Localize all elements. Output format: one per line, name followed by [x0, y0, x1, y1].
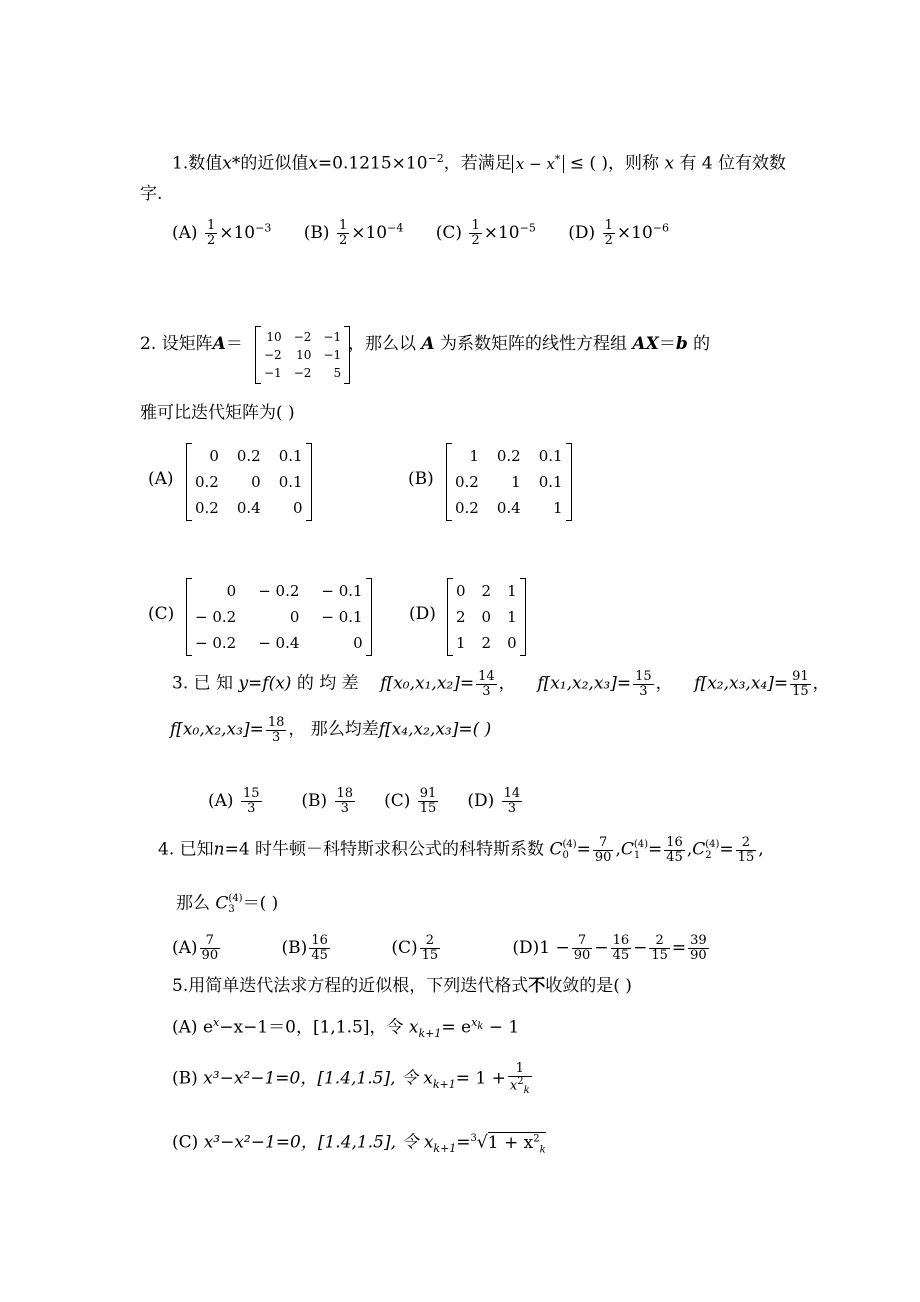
q3-divided-difference: f[x₀,x₂,x₃]=	[170, 719, 264, 740]
matrix-cell: 0	[456, 582, 466, 600]
denominator	[508, 1077, 532, 1096]
matrix-cell: 0.1	[538, 473, 563, 491]
fraction	[241, 787, 262, 815]
fraction	[200, 934, 221, 962]
numerator: 14	[503, 786, 521, 801]
fraction	[335, 787, 356, 815]
q2-var-a: A	[212, 334, 226, 354]
q1-option-a[interactable]	[172, 218, 272, 248]
q5-var-x: x	[408, 1017, 419, 1038]
q4-superscript: (4)	[562, 839, 577, 851]
numerator: 2	[736, 836, 757, 851]
matrix-cell: 1	[511, 473, 521, 491]
q2-text: ，那么以	[348, 334, 416, 354]
q4-text: 那么	[176, 893, 210, 914]
q4-text: ＝( )	[242, 893, 279, 914]
equals: =	[576, 839, 591, 860]
q5-var-x: x	[423, 1132, 434, 1153]
q2-option-a-matrix[interactable]	[186, 443, 312, 521]
q2-var-ax: AX	[632, 334, 659, 354]
exponent: −3	[255, 220, 272, 234]
numerator: 15	[242, 786, 260, 801]
option-label: (C)	[435, 222, 463, 243]
matrix-cell: 0.2	[455, 499, 479, 517]
matrix-cell: 2	[456, 608, 466, 626]
q4-script: (4) 0	[562, 839, 577, 862]
q2-line1-post	[348, 336, 710, 353]
q1-text: *的近似值	[231, 153, 309, 174]
matrix-cell: − 0.2	[258, 582, 300, 600]
q5-option-a[interactable]	[172, 1017, 519, 1039]
q4-cotes-c: C	[692, 839, 706, 860]
q1-text: ≤ ( )，则称	[569, 153, 660, 174]
denominator: 90	[594, 849, 612, 865]
q3-text: 3. 已 知	[172, 673, 239, 694]
q4-var-n: n	[213, 839, 225, 860]
q3-line1: 3. 已 知 y=f(x) 的 均 差 f[x₀,x₁,x₂]= $\frac{14}{3}$ ， f[x₁,x₂,x₃]= $\frac{15}{3}$ ， f[x₂,x₃,x₄]= $\frac{91}{15}$ ，	[172, 669, 830, 699]
q5-text: = 1 +	[455, 1068, 506, 1089]
option-label: (B)	[301, 790, 328, 811]
q4-option-c[interactable]	[391, 933, 442, 963]
q1-var-x: x	[546, 154, 555, 173]
matrix-cell: − 0.2	[195, 634, 237, 652]
numerator: 16	[612, 933, 630, 948]
denominator: 3	[482, 683, 491, 699]
denominator: 3	[507, 800, 517, 816]
q4-script: (4) 3	[228, 893, 243, 915]
q3-option-a[interactable]	[208, 786, 264, 816]
q1-var-x: x	[515, 154, 525, 173]
q5-var-x: x	[423, 1068, 433, 1089]
q5-option-b[interactable]	[172, 1062, 534, 1096]
power-base: ×10	[351, 222, 388, 243]
option-label: (A)	[172, 222, 198, 243]
denominator: 45	[311, 947, 328, 963]
q1-line2: 字.	[140, 184, 163, 204]
matrix-cell: − 0.4	[258, 634, 300, 652]
q5-var-x: x	[509, 1077, 518, 1093]
q5-text: =	[456, 1132, 471, 1153]
matrix-cell: 1	[507, 608, 517, 626]
q1-var-x: x	[664, 153, 675, 174]
matrix-cell: 0.4	[496, 499, 521, 517]
matrix-cell: 0	[251, 473, 261, 491]
q5-option-c[interactable]	[172, 1134, 546, 1155]
option-label: (C)	[384, 790, 411, 811]
q5-emphasis: 不	[528, 976, 546, 996]
q4-superscript: (4)	[633, 839, 649, 851]
denominator: 15	[737, 849, 755, 865]
denominator: 2	[604, 232, 613, 248]
numerator: 18	[336, 786, 354, 801]
q5-text: − 1	[483, 1017, 520, 1038]
matrix-cell: 0	[289, 608, 300, 626]
power-base: ×10	[616, 222, 653, 243]
option-label: (A)	[208, 790, 234, 811]
numerator: 15	[635, 669, 652, 684]
q3-function: y=f(x)	[238, 673, 292, 694]
q2-option-d-matrix[interactable]	[447, 578, 526, 656]
numerator: 1	[206, 218, 216, 233]
q5-subscript: k+1	[418, 1027, 442, 1041]
denominator: 15	[651, 947, 668, 963]
fraction	[611, 934, 632, 962]
q3-text: 的 均 差	[291, 673, 359, 694]
matrix-cell: 2	[481, 582, 492, 600]
q2-option-c-matrix[interactable]	[186, 578, 372, 656]
q4-text: 4. 已知	[158, 839, 214, 860]
q5-equation: x³−x²−1=0，[1.4,1.5], 令	[203, 1132, 419, 1153]
denominator: 90	[573, 947, 591, 963]
fraction	[790, 670, 811, 698]
q5-exponent: 2	[517, 1075, 524, 1087]
option-label: (B)	[172, 1068, 198, 1089]
q5-stem	[172, 978, 632, 995]
q1-abs-expr	[512, 152, 565, 173]
q2-text: 2. 设矩阵	[140, 334, 213, 354]
q5-root-index: 3	[470, 1133, 477, 1144]
q5-text: 收敛的是( )	[545, 976, 632, 996]
q1-var-x: x	[308, 153, 318, 174]
denominator: 90	[201, 947, 219, 963]
q2-line1-pre	[140, 336, 243, 353]
q2-text: 为系数矩阵的线性方程组	[440, 334, 628, 354]
q1-text: ，若满足	[443, 153, 512, 174]
q3-divided-difference: f[x₁,x₂,x₃]=	[537, 673, 632, 694]
exponent: −5	[519, 220, 536, 234]
matrix-cell: −2	[293, 366, 312, 380]
q1-var-x: x	[222, 153, 232, 174]
q4-cotes-c: C	[549, 839, 563, 860]
numerator: 39	[690, 933, 707, 948]
q2-equals: ＝	[225, 334, 243, 354]
q4-option-d[interactable]: (D)1 − $\frac{7}{90}$ − $\frac{16}{45}$ − $\frac{2}{15}$ = $\frac{39}{90}$	[512, 933, 707, 963]
q3-options	[208, 787, 524, 815]
denominator: 45	[666, 849, 683, 865]
matrix-cell: 1	[469, 447, 479, 465]
fraction	[633, 670, 654, 698]
option-label: (C)	[391, 937, 418, 958]
q4-superscript: (4)	[228, 893, 243, 904]
numerator: 7	[572, 934, 593, 949]
q4-options	[172, 934, 711, 962]
numerator: 16	[311, 933, 328, 948]
q2-var-b: b	[675, 334, 688, 354]
numerator: 16	[666, 835, 683, 850]
matrix-cell: 1	[456, 634, 466, 652]
matrix-cell: − 0.1	[321, 582, 363, 600]
matrix-cell: −1	[323, 330, 342, 344]
q5-e: e	[202, 1017, 214, 1038]
q2-option-c-label[interactable]: (C)	[148, 604, 175, 624]
q5-text: 5.用简单迭代法求方程的近似根，下列迭代格式	[172, 976, 529, 996]
matrix-cell: −2	[264, 348, 282, 362]
denominator: 3	[340, 800, 349, 816]
fraction	[736, 836, 757, 864]
comma: ,	[686, 839, 693, 860]
option-label: (B)	[281, 937, 308, 958]
matrix-cell: 0.4	[236, 499, 261, 517]
exponent: −6	[652, 220, 669, 234]
numerator: 7	[593, 836, 614, 851]
q1-exponent: −2	[427, 152, 444, 165]
fraction	[337, 219, 349, 247]
matrix-cell: 0	[209, 447, 219, 465]
q5-radicand	[487, 1132, 546, 1156]
fraction	[266, 716, 287, 744]
matrix-cell: 0.2	[236, 447, 261, 465]
q3-text: ， 那么均差	[288, 719, 379, 740]
denominator: 3	[639, 683, 648, 699]
numerator: 18	[267, 715, 285, 730]
numerator: 2	[420, 934, 441, 949]
q1-minus: −	[524, 154, 547, 173]
matrix-cell: 0.2	[195, 499, 219, 517]
matrix-cell: −2	[293, 330, 312, 344]
q4-script: (4) 2	[705, 839, 720, 862]
q4-option-a[interactable]	[172, 933, 222, 963]
q4-line1	[158, 836, 764, 864]
fraction	[476, 670, 497, 698]
matrix-cell: 0	[353, 634, 363, 652]
fraction	[309, 934, 330, 962]
numerator: 1	[508, 1062, 532, 1077]
q5-text: = e	[441, 1017, 472, 1038]
q1-star: *	[554, 152, 561, 166]
q4-superscript: (4)	[705, 839, 720, 851]
q5-exponent: 2	[533, 1133, 540, 1144]
denominator: 15	[792, 683, 809, 699]
denominator: 90	[690, 947, 707, 963]
matrix-cell: 10	[266, 330, 282, 344]
matrix-cell: 0.1	[538, 447, 563, 465]
fraction	[502, 787, 523, 815]
numerator: 7	[200, 934, 221, 949]
q5-superscript	[471, 1016, 484, 1033]
numerator: 91	[419, 786, 437, 801]
denominator: 3	[247, 800, 256, 816]
fraction	[603, 219, 615, 247]
q2-equals: ＝	[658, 334, 676, 354]
matrix-cell: 0	[481, 608, 492, 626]
option-label: (C)	[172, 1132, 199, 1153]
q2-option-d-label[interactable]: (D)	[409, 604, 436, 624]
comma: ,	[615, 839, 621, 860]
numerator: 91	[792, 669, 809, 684]
denominator: 15	[421, 947, 439, 963]
matrix-cell: 0.2	[455, 473, 479, 491]
exponent: −4	[387, 220, 404, 234]
fraction	[593, 836, 614, 864]
matrix-cell: 0.1	[278, 473, 303, 491]
fraction	[649, 934, 670, 962]
q5-subscript: k+1	[432, 1077, 456, 1091]
q1-text: 1.数值	[172, 153, 223, 174]
equals: =	[719, 839, 734, 860]
q4-one-minus: 1 −	[539, 937, 570, 958]
denominator: 45	[612, 947, 630, 963]
option-label: (B)	[303, 222, 330, 243]
q2-var-a: A	[421, 334, 435, 354]
q4-option-b[interactable]	[281, 933, 332, 963]
numerator: 1	[471, 218, 480, 233]
q5-text: 1 + x	[487, 1132, 534, 1153]
q5-subscript: k	[523, 1084, 530, 1096]
q2-option-b-label[interactable]: (B)	[408, 469, 434, 489]
matrix-cell: −1	[323, 348, 342, 362]
denominator: 3	[271, 729, 281, 745]
matrix-cell: 5	[333, 366, 342, 380]
matrix-cell: 2	[481, 634, 492, 652]
q4-text: =4 时牛顿－科特斯求积公式的科特斯系数	[224, 839, 545, 860]
q3-divided-difference: f[x₀,x₁,x₂]=	[380, 673, 475, 694]
q1-option-c[interactable]	[435, 218, 536, 248]
q5-superscript-x: x	[213, 1016, 220, 1029]
numerator: 1	[604, 218, 613, 233]
matrix-cell: 10	[296, 348, 312, 362]
q4-cotes-c: C	[620, 839, 634, 860]
q3-option-d[interactable]	[467, 786, 524, 816]
denominator: 2	[206, 232, 216, 248]
q2-text: 的	[693, 334, 711, 354]
q1-option-d[interactable]	[568, 218, 669, 248]
q1-option-b[interactable]	[303, 218, 404, 248]
matrix-cell: 0.2	[496, 447, 521, 465]
option-label: (D)	[467, 790, 495, 811]
denominator: 2	[471, 232, 480, 248]
power-base: ×10	[483, 222, 520, 243]
q2-line2: 雅可比迭代矩阵为( )	[140, 403, 295, 423]
q3-divided-difference: f[x₄,x₂,x₃]=( )	[378, 719, 492, 740]
q3-divided-difference: f[x₂,x₃,x₄]=	[694, 673, 789, 694]
fraction	[664, 836, 685, 864]
option-label: (D)	[568, 222, 596, 243]
q3-option-b[interactable]	[301, 786, 357, 816]
matrix-cell: 0.1	[278, 447, 303, 465]
q3-option-c[interactable]	[384, 786, 440, 816]
q1-text: =0.1215×10	[317, 153, 428, 174]
option-label: (A)	[172, 937, 198, 958]
q5-root-sign: √	[476, 1132, 488, 1153]
fraction	[418, 787, 439, 815]
q2-option-b-matrix[interactable]	[446, 443, 572, 521]
numerator: 2	[649, 934, 670, 949]
matrix-cell: 0	[226, 582, 237, 600]
q5-var-x: x	[471, 1016, 478, 1029]
numerator: 1	[338, 218, 348, 233]
fraction	[205, 219, 217, 247]
q5-text: −x−1＝0，[1,1.5]，令	[219, 1017, 404, 1038]
matrix-cell: 1	[507, 582, 517, 600]
option-label: (A)	[172, 1017, 198, 1038]
matrix-cell: 1	[553, 499, 563, 517]
fraction	[469, 219, 481, 247]
q5-equation: x³−x²−1=0，[1.4,1.5], 令	[203, 1068, 418, 1089]
matrix-cell: − 0.2	[195, 608, 237, 626]
q4-script: (4) 1	[633, 839, 649, 862]
q2-matrix-a	[255, 326, 350, 384]
q5-subscript: k	[539, 1144, 546, 1156]
q1-text: 有 4 位有效数	[679, 153, 787, 174]
q5-subscript: k+1	[433, 1142, 457, 1156]
matrix-cell: 0	[507, 634, 517, 652]
q3-line2	[170, 716, 491, 744]
q1-options	[172, 219, 669, 247]
matrix-cell: 0	[293, 499, 303, 517]
q1-line1	[172, 153, 786, 173]
equals: =	[648, 839, 663, 860]
fraction	[688, 934, 709, 962]
matrix-cell: − 0.1	[321, 608, 363, 626]
q4-cotes-c: C	[215, 893, 229, 914]
q4-line2	[176, 893, 278, 915]
matrix-cell: 0.2	[195, 473, 219, 491]
denominator: 2	[338, 232, 348, 248]
fraction	[420, 934, 441, 962]
q5-subscript: k	[477, 1021, 484, 1033]
denominator: 15	[419, 800, 437, 816]
fraction	[572, 934, 593, 962]
comma: ,	[758, 839, 764, 860]
fraction	[508, 1062, 532, 1096]
q2-option-a-label[interactable]: (A)	[148, 469, 174, 489]
option-label: (D)	[512, 937, 540, 958]
numerator: 14	[478, 669, 495, 684]
matrix-cell: −1	[264, 366, 282, 380]
power-base: ×10	[219, 222, 256, 243]
